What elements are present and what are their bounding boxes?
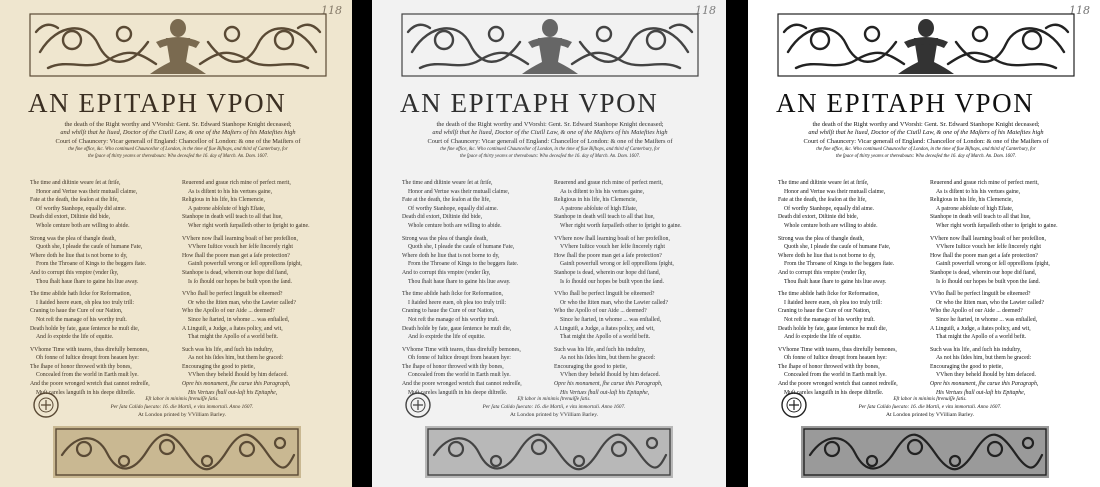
poem-line: Thou ſhalt haue ſhare to gaine his liue away.	[408, 278, 511, 285]
poem-line: Thou ſhalt haue ſhare to gaine his liue away.	[784, 278, 887, 285]
colophon-motto: Eſt labor in minimis ſtrenuiſſe ſatis.	[517, 396, 591, 402]
poem-line: Opre his monument, ſhe carue this Paragraph,	[554, 381, 663, 388]
subtitle-line: and whilſt that he liued, Doctor of the Ciuill Law, & one of the Maſters of his Maieſties high	[432, 129, 668, 137]
poem-line: Whole centure both are willing to abide.	[784, 222, 878, 229]
poem-line: His Vertues ſhall out-laſt his Epitaphe,	[936, 389, 1026, 396]
poem-line: Or who the ſtiten man, who the Lawier called?	[936, 299, 1045, 306]
poem-line: Strong was the plea of thangle death,	[778, 235, 864, 242]
poem-line: Religious in his life, his Clemencie,	[930, 197, 1013, 204]
poem-line: VVhome Time with teares, thus direfully bemones,	[30, 346, 149, 353]
poem-line: And the poore wronged wretch that cannot redreſſe,	[778, 381, 898, 388]
poem-line: Not reſt the manage of his worthy truſt.	[36, 316, 127, 323]
document-title: AN EPITAPH VPON	[776, 88, 1035, 118]
poem-line: Death did extort, Diſtinie did bide,	[778, 214, 859, 221]
poem-stanza	[554, 290, 706, 342]
poem-line: Reuerend and graue rich mine of perfect merit,	[930, 180, 1039, 186]
poem-line: Death holde by fate, gaue ſentence he muſt die,	[778, 325, 888, 332]
subtitle-line: the ſpace of thirty yeares or thereabouts: Who deceaſed the 16. day of March. An. Dom. 1607.	[835, 154, 1017, 160]
poem-line: Opre his monument, ſhe carue this Paragraph,	[930, 381, 1039, 388]
poem-line: Since he ſtarted, in whome ... was enſtalled,	[188, 316, 290, 323]
poem-line: That might the Apollo of a world befit.	[188, 334, 279, 341]
colophon-date: Per ſata Calido ſuecato: 16. die Martii, e vita immortali. Anno 1607.	[858, 404, 1002, 410]
poem-line: His Vertues ſhall out-laſt his Epitaphe,	[188, 389, 278, 396]
poem-line: Whole centure both are willing to abide.	[36, 222, 130, 229]
subtitle-line: the ſpace of thirty yeares or thereabouts: Who deceaſed the 16. day of March. An. Dom. 1607.	[87, 154, 269, 160]
broadside-page	[0, 0, 352, 487]
poem-line: The ſhape of honor throwed with thy bones,	[30, 363, 132, 370]
poem-line: The ſhape of honor throwed with thy bones,	[402, 363, 504, 370]
poem-line: Craning to haue the Cure of our Nation,	[402, 308, 495, 315]
poem-line: Fate at the death, the ſeaſon at the life,	[402, 197, 491, 204]
poem-line: Death holde by fate, gaue ſentence he muſt die,	[402, 325, 512, 332]
poem-line: Whole centure both are willing to abide.	[408, 222, 502, 229]
poem-line: Or who the ſtiten man, who the Lawier called?	[560, 299, 669, 306]
poem-right-column	[554, 179, 706, 401]
subtitle-line: the ſpace of thirty yeares or thereabouts: Who deceaſed the 16. day of March. An. Dom. 1607.	[459, 154, 641, 160]
poem-line: Who the Apollo of our Aide ... deemed?	[930, 308, 1023, 315]
poem-line: A Linguiſt, a Judge, a ſtates policy, and wit,	[182, 325, 283, 332]
subtitle-block	[402, 121, 698, 160]
poem-line: VVhere now ſhall learning boaſt of her profeſſion,	[182, 235, 298, 242]
poem-line: Gainſt powerfull wrong or ſell oppreſſions ſpight,	[936, 261, 1050, 268]
poem-line: Religious in his life, his Clemencie,	[182, 197, 265, 204]
poem-line: Where doth he liue that is not borne to dy,	[778, 252, 876, 259]
colophon	[434, 395, 674, 420]
poem-right-column	[182, 179, 334, 401]
poem-line: The time abſide hath ſicke for Reformation,	[30, 291, 131, 298]
subtitle-line: the fine office, &c. Who continued Chauncellor of London, in the time of fiue Biſhops, and third of Canterbury, for	[440, 147, 660, 153]
subtitle-line: Court of Chauncery: Vicar generall of England: Chancellor of London: & one of the Maiſters of	[803, 137, 1049, 145]
poem-line: A Linguiſt, a Judge, a ſtates policy, and wit,	[930, 325, 1031, 332]
poem-line: The time abſide hath ſicke for Reformation,	[402, 291, 503, 298]
poem-line: Fate at the death, the ſeaſon at the life,	[778, 197, 867, 204]
poem-line: Of worthy Stanhope, equally did aime.	[36, 205, 126, 212]
poem-stanza	[402, 235, 554, 287]
poem-line: I ſtaided heere euen, oh plea too truly trill:	[36, 299, 135, 306]
seal-emblem	[32, 391, 60, 419]
poem-line: Quoth she, I pleade the cauſe of humane Fate,	[784, 244, 891, 251]
poem-line: VVhome Time with teares, thus direfully bemones,	[402, 346, 521, 353]
poem-line: Is ſo ſhould our hopes be built vpon the ſand.	[936, 278, 1041, 285]
document-title: AN EPITAPH VPON	[400, 88, 659, 118]
poem-line: VVhere now ſhall learning boaſt of her profeſſion,	[554, 235, 670, 242]
printer-imprint: At London printed by VVilliam Barley.	[885, 412, 975, 418]
poem-line: Reuerend and graue rich mine of perfect merit,	[182, 180, 291, 186]
poem-line: The time and diſtinie weare ſet at ſtriſe,	[30, 180, 121, 186]
poem-line: A Linguiſt, a Judge, a ſtates policy, and wit,	[554, 325, 655, 332]
poem-stanza	[402, 346, 554, 398]
broadside-page	[372, 0, 726, 487]
poem-line: VVho ſhall be perfect linguiſt be eſteemed?	[554, 291, 655, 298]
poem-line: Thou ſhalt haue ſhare to gaine his liue away.	[36, 278, 139, 285]
poem-line: The ſhape of honor throwed with thy bones,	[778, 363, 880, 370]
poem-line: Muſt careles languiſh in his deepe diſtreſſe.	[36, 389, 136, 396]
poem-line: VVhere Iuſtice vouch her ſelfe ſincerely right	[936, 244, 1041, 251]
poem-line: Such was his life, and ſuch his induſtry,	[182, 346, 274, 353]
poem-line: Quoth she, I pleade the cauſe of humane Fate,	[408, 244, 515, 251]
poem-line: Since he ſtarted, in whome ... was enſtalled,	[560, 316, 662, 323]
poem-line: Craning to haue the Cure of our Nation,	[778, 308, 871, 315]
poem-line: Such was his life, and ſuch his induſtry,	[554, 346, 646, 353]
poem-line: Quoth she, I pleade the cauſe of humane Fate,	[36, 244, 143, 251]
poem-line: VVho ſhall be perfect linguiſt be eſteemed?	[182, 291, 283, 298]
poem-line: As not his ſides him, but them he graced:	[560, 355, 656, 362]
bottom-ornament-woodcut	[424, 425, 674, 479]
poem-line: Is ſo ſhould our hopes be built vpon the ſand.	[560, 278, 665, 285]
poem-stanza	[30, 235, 182, 287]
poem-line: VVhen they beheld ſhould by him defaced.	[560, 372, 660, 379]
poem-line: How ſhall the poore man get a ſafe protection?	[930, 252, 1038, 259]
printer-imprint: At London printed by VVilliam Barley.	[509, 412, 599, 418]
poem-line: Wher right worth ſurpaſſeth other to ſpright to gaine.	[560, 222, 682, 229]
grayscale-scan-panel	[372, 0, 726, 487]
poem-line: Stanhope in death will teach to all that liue,	[182, 214, 283, 221]
poem-line: From the Throane of Kings to the beggers ſtate.	[784, 261, 895, 268]
top-ornament-woodcut	[28, 12, 328, 78]
poem-line: A patrone abſolute of high Eſtate,	[188, 205, 266, 212]
poem-line: I ſtaided heere euen, oh plea too truly trill:	[408, 299, 507, 306]
poem-line: Opre his monument, ſhe carue this Paragraph,	[182, 381, 291, 388]
seal-emblem	[404, 391, 432, 419]
top-ornament-woodcut	[400, 12, 700, 78]
poem-stanza	[182, 346, 334, 398]
poem-stanza	[930, 346, 1082, 398]
subtitle-line: the death of the Right worthy and VVorshi: Gent. Sr. Edward Stanhope Knight deceased;	[812, 121, 1040, 128]
poem-stanza	[554, 346, 706, 398]
poem-line: Concealed from the world in Earth muſt lye.	[784, 372, 887, 379]
poem-line: Not reſt the manage of his worthy truſt.	[408, 316, 499, 323]
poem-left-column	[778, 179, 930, 401]
poem-line: Encouraging the good to pietie,	[554, 363, 627, 370]
poem-line: Stanhope in death will teach to all that liue,	[930, 214, 1031, 221]
poem-line: Oh fonne of Iuſtice droupt from heauen hye:	[36, 355, 139, 362]
poem-line: The time and diſtinie weare ſet at ſtriſe,	[402, 180, 493, 186]
subtitle-line: Court of Chauncery: Vicar generall of England: Chancellor of London: & one of the Maiſters of	[55, 137, 301, 145]
bottom-ornament-woodcut	[800, 425, 1050, 479]
poem-line: Fate at the death, the ſeaſon at the life,	[30, 197, 119, 204]
poem-line: Craning to haue the Cure of our Nation,	[30, 308, 123, 315]
poem-line: Concealed from the world in Earth muſt lye.	[36, 372, 139, 379]
colophon-date: Per ſata Calido ſuecato: 16. die Martii, e vita immortali. Anno 1607.	[110, 404, 254, 410]
page-number: 118	[695, 4, 716, 17]
poem-line: Stanhope is dead, wherein our hope did ſtand,	[930, 269, 1037, 276]
colophon-date: Per ſata Calido ſuecato: 16. die Martii, e vita immortali. Anno 1607.	[482, 404, 626, 410]
high-contrast-scan-panel	[748, 0, 1100, 487]
subtitle-line: Court of Chauncery: Vicar generall of England: Chancellor of London: & one of the Maiſters of	[427, 137, 673, 145]
poem-line: A patrone abſolute of high Eſtate,	[936, 205, 1014, 212]
poem-stanza	[182, 290, 334, 342]
poem-line: Such was his life, and ſuch his induſtry,	[930, 346, 1022, 353]
poem-line: And ſo expirde the life of equitie.	[36, 334, 114, 341]
subtitle-line: the fine office, &c. Who continued Chauncellor of London, in the time of fiue Biſhops, and third of Canterbury, for	[816, 147, 1036, 153]
poem-line: Religious in his life, his Clemencie,	[554, 197, 637, 204]
poem-line: From the Throane of Kings to the beggers ſtate.	[408, 261, 519, 268]
poem-line: The time and diſtinie weare ſet at ſtriſe,	[778, 180, 869, 186]
poem-line: Is ſo ſhould our hopes be built vpon the ſand.	[188, 278, 293, 285]
poem-left-column	[402, 179, 554, 401]
colophon	[62, 395, 302, 420]
poem-line: Honor and Vertue was their mutuall claime,	[784, 188, 886, 195]
page-number: 118	[321, 4, 342, 17]
poem-line: Where doth he liue that is not borne to dy,	[402, 252, 500, 259]
poem-line: VVhome Time with teares, thus direfully bemones,	[778, 346, 897, 353]
poem-line: VVhen they beheld ſhould by him defaced.	[936, 372, 1036, 379]
poem-line: Where doth he liue that is not borne to dy,	[30, 252, 128, 259]
poem-line: Of worthy Stanhope, equally did aime.	[784, 205, 874, 212]
poem-line: Not reſt the manage of his worthy truſt.	[784, 316, 875, 323]
poem-line: That might the Apollo of a world befit.	[936, 334, 1027, 341]
poem-line: As not his ſides him, but them he graced:	[936, 355, 1032, 362]
poem-line: Death holde by fate, gaue ſentence he muſt die,	[30, 325, 140, 332]
poem-line: Muſt careles languiſh in his deepe diſtreſſe.	[784, 389, 884, 396]
poem-line: Oh fonne of Iuſtice droupt from heauen hye:	[784, 355, 887, 362]
poem-line: Stanhope is dead, wherein our hope did ſtand,	[182, 269, 289, 276]
poem-stanza	[30, 346, 182, 398]
poem-stanza	[30, 290, 182, 342]
poem-line: And to corrupt this vmpire (vnder ſky,	[30, 269, 119, 276]
poem-line: And ſo expirde the life of equitie.	[408, 334, 486, 341]
poem-line: Wher right worth ſurpaſſeth other to ſpright to gaine.	[188, 222, 310, 229]
top-ornament-woodcut	[776, 12, 1076, 78]
poem-line: VVho ſhall be perfect linguiſt be eſteemed?	[930, 291, 1031, 298]
poem-line: Muſt careles languiſh in his deepe diſtreſſe.	[408, 389, 508, 396]
poem-line: And to corrupt this vmpire (vnder ſky,	[402, 269, 491, 276]
page-number: 118	[1069, 4, 1090, 17]
poem-line: How ſhall the poore man get a ſafe protection?	[554, 252, 662, 259]
document-title: AN EPITAPH VPON	[28, 88, 287, 118]
poem-stanza	[402, 290, 554, 342]
poem-line: As is diſtent to his his vertues gaine,	[936, 188, 1021, 195]
poem-left-column	[30, 179, 182, 401]
poem-line: VVhere Iuſtice vouch her ſelfe ſincerely right	[188, 244, 293, 251]
poem-line: How ſhall the poore man get a ſafe protection?	[182, 252, 290, 259]
poem-line: Stanhope is dead, wherein our hope did ſtand,	[554, 269, 661, 276]
poem-line: Death did extort, Diſtinie did bide,	[30, 214, 111, 221]
poem-line: As is diſtent to his his vertues gaine,	[560, 188, 645, 195]
poem-line: Who the Apollo of our Aide ... deemed?	[182, 308, 275, 315]
poem-stanza	[778, 290, 930, 342]
poem-line: Strong was the plea of thangle death,	[30, 235, 116, 242]
poem-line: And ſo expirde the life of equitie.	[784, 334, 862, 341]
poem-right-column	[930, 179, 1082, 401]
poem-line: His Vertues ſhall out-laſt his Epitaphe,	[560, 389, 650, 396]
poem-line: Gainſt powerfull wrong or ſell oppreſſions ſpight,	[560, 261, 674, 268]
subtitle-line: and whilſt that he liued, Doctor of the Ciuill Law, & one of the Maſters of his Maieſties high	[808, 129, 1044, 137]
poem-stanza	[554, 179, 706, 231]
subtitle-line: and whilſt that he liued, Doctor of the Ciuill Law, & one of the Maſters of his Maieſties high	[60, 129, 296, 137]
poem-line: Gainſt powerfull wrong or ſell oppreſſions ſpight,	[188, 261, 302, 268]
poem-line: That might the Apollo of a world befit.	[560, 334, 651, 341]
subtitle-line: the death of the Right worthy and VVorshi: Gent. Sr. Edward Stanhope Knight deceased;	[64, 121, 292, 128]
poem-line: Concealed from the world in Earth muſt lye.	[408, 372, 511, 379]
poem-line: Strong was the plea of thangle death,	[402, 235, 488, 242]
broadside-page	[748, 0, 1100, 487]
poem-stanza	[30, 179, 182, 231]
poem-stanza	[182, 235, 334, 287]
poem-stanza	[554, 235, 706, 287]
subtitle-line: the fine office, &c. Who continued Chauncellor of London, in the time of fiue Biſhops, and third of Canterbury, for	[68, 147, 288, 153]
poem-stanza	[930, 179, 1082, 231]
poem-stanza	[778, 235, 930, 287]
poem-line: VVhen they beheld ſhould by him defaced.	[188, 372, 288, 379]
poem-line: As not his ſides him, but them he graced:	[188, 355, 284, 362]
poem-line: From the Throane of Kings to the beggers ſtate.	[36, 261, 147, 268]
poem-line: Wher right worth ſurpaſſeth other to ſpright to gaine.	[936, 222, 1058, 229]
poem-line: Or who the ſtiten man, who the Lawier called?	[188, 299, 297, 306]
colophon-motto: Eſt labor in minimis ſtrenuiſſe ſatis.	[893, 396, 967, 402]
poem-line: And the poore wronged wretch that cannot redreſſe,	[30, 381, 150, 388]
poem-line: Who the Apollo of our Aide ... deemed?	[554, 308, 647, 315]
poem-line: And the poore wronged wretch that cannot redreſſe,	[402, 381, 522, 388]
poem-line: VVhere Iuſtice vouch her ſelfe ſincerely right	[560, 244, 665, 251]
poem-line: I ſtaided heere euen, oh plea too truly trill:	[784, 299, 883, 306]
poem-line: Oh fonne of Iuſtice droupt from heauen hye:	[408, 355, 511, 362]
printer-imprint: At London printed by VVilliam Barley.	[137, 412, 227, 418]
poem-line: Reuerend and graue rich mine of perfect merit,	[554, 180, 663, 186]
bottom-ornament-woodcut	[52, 425, 302, 479]
poem-stanza	[778, 346, 930, 398]
poem-line: As is diſtent to his his vertues gaine,	[188, 188, 273, 195]
poem-stanza	[778, 179, 930, 231]
poem-line: Honor and Vertue was their mutuall claime,	[408, 188, 510, 195]
subtitle-line: the death of the Right worthy and VVorshi: Gent. Sr. Edward Stanhope Knight deceased;	[436, 121, 664, 128]
poem-line: Since he ſtarted, in whome ... was enſtalled,	[936, 316, 1038, 323]
subtitle-block	[30, 121, 326, 160]
subtitle-block	[778, 121, 1074, 160]
poem-line: Stanhope in death will teach to all that liue,	[554, 214, 655, 221]
original-scan-panel	[0, 0, 352, 487]
poem-line: Of worthy Stanhope, equally did aime.	[408, 205, 498, 212]
poem-line: Encouraging the good to pietie,	[930, 363, 1003, 370]
colophon	[810, 395, 1050, 420]
poem-line: Death did extort, Diſtinie did bide,	[402, 214, 483, 221]
poem-stanza	[930, 290, 1082, 342]
poem-stanza	[402, 179, 554, 231]
poem-line: And to corrupt this vmpire (vnder ſky,	[778, 269, 867, 276]
poem-line: Encouraging the good to pietie,	[182, 363, 255, 370]
colophon-motto: Eſt labor in minimis ſtrenuiſſe ſatis.	[145, 396, 219, 402]
poem-line: The time abſide hath ſicke for Reformation,	[778, 291, 879, 298]
poem-line: Honor and Vertue was their mutuall claime,	[36, 188, 138, 195]
poem-line: A patrone abſolute of high Eſtate,	[560, 205, 638, 212]
poem-stanza	[182, 179, 334, 231]
seal-emblem	[780, 391, 808, 419]
poem-line: VVhere now ſhall learning boaſt of her profeſſion,	[930, 235, 1046, 242]
poem-stanza	[930, 235, 1082, 287]
